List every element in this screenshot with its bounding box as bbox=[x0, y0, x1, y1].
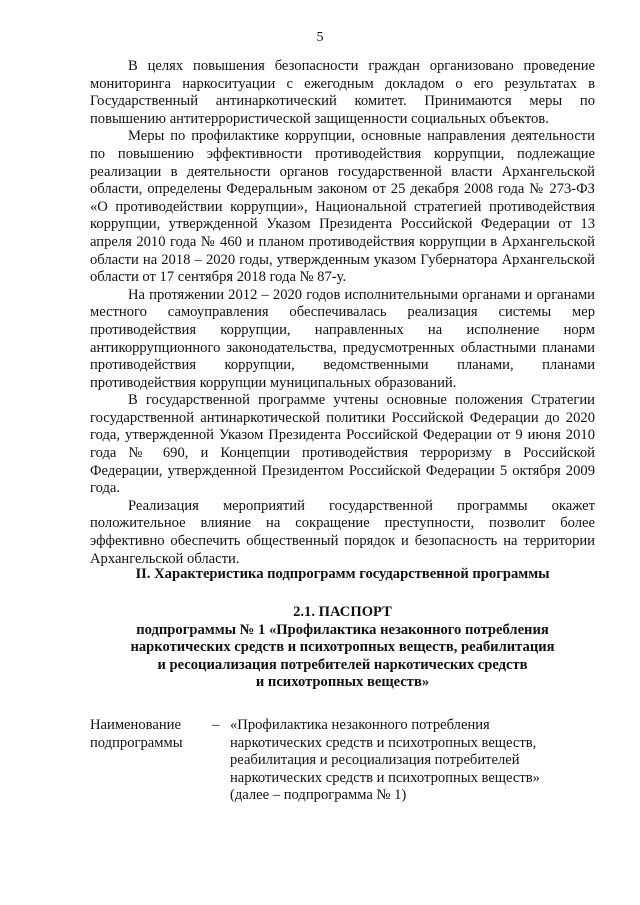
row-value bbox=[230, 717, 570, 805]
paragraph: Реализация мероприятий государственной программы окажет положительное влияние на сокращение преступности, позволит более эффективно обеспечить общественный порядок и безопасность на территории Архангельской области. bbox=[90, 497, 595, 567]
row-value-line: реабилитация и ресоциализация потребителей bbox=[230, 752, 520, 769]
paragraph: Меры по профилактике коррупции, основные направления деятельности по повышению эффективности противодействия коррупции, подлежащие реализации в деятельности органов государственной власти Архангельской области, определены Федеральным законом от 25 декабря 2008 года № 273-ФЗ «О противодействии коррупции», Национальной стратегией противодействия коррупции, утвержденной Указом Президента Российской Федерации от 13 апреля 2010 года № 460 и планом противодействия коррупции в Архангельской области на 2018 – 2020 годы, утвержденным указом Губернатора Архангельской области от 17 сентября 2018 года № 87-у. bbox=[90, 128, 595, 286]
passport-title-line: наркотических средств и психотропных веществ, реабилитация bbox=[130, 639, 555, 656]
row-label bbox=[90, 717, 200, 752]
passport-title bbox=[90, 604, 595, 692]
passport-title-line: и ресоциализация потребителей наркотических средств bbox=[157, 656, 528, 673]
passport-title-line: и психотропных веществ» bbox=[255, 674, 430, 691]
row-value-line: (далее – подпрограмма № 1) bbox=[230, 787, 407, 804]
paragraph: В государственной программе учтены основные положения Стратегии государственной антинаркотической политики Российской Федерации до 2020 года, утвержденной Указом Президента Российской Федерации от 9 июня 2010 года № 690, и Концепции противодействия терроризму в Российской Федерации, утвержденной Президентом Российской Федерации 5 октября 2009 года. bbox=[90, 392, 595, 497]
row-label-line: Наименование bbox=[90, 717, 181, 733]
row-dash: – bbox=[212, 717, 220, 733]
row-value-line: «Профилактика незаконного потребления bbox=[230, 717, 490, 733]
row-label-line: подпрограммы bbox=[90, 734, 183, 751]
passport-title-line: подпрограммы № 1 «Профилактика незаконного потребления bbox=[136, 621, 549, 638]
paragraph: На протяжении 2012 – 2020 годов исполнительными органами и органами местного самоуправления обеспечивалась реализация системы мер противодействия коррупции, направленных на исполнение норм антикоррупционного законодательства, предусмотренных областными планами противодействия коррупции, ведомственными планами, планами противодействия коррупции муниципальных образований. bbox=[90, 286, 595, 391]
section-heading: II. Характеристика подпрограмм государственной программы bbox=[135, 566, 550, 582]
row-value-line: наркотических средств и психотропных веществ, bbox=[230, 734, 537, 751]
body-text bbox=[90, 58, 595, 568]
paragraph: В целях повышения безопасности граждан организовано проведение мониторинга наркоситуации с ежегодным докладом о его результатах в Государственный антинаркотический комитет. Принимаются меры по повышению антитеррористической защищенности социальных объектов. bbox=[90, 58, 595, 127]
row-value-line: наркотических средств и психотропных веществ» bbox=[230, 769, 540, 786]
page-number: 5 bbox=[316, 30, 324, 45]
passport-title-line: 2.1. ПАСПОРТ bbox=[293, 604, 392, 620]
